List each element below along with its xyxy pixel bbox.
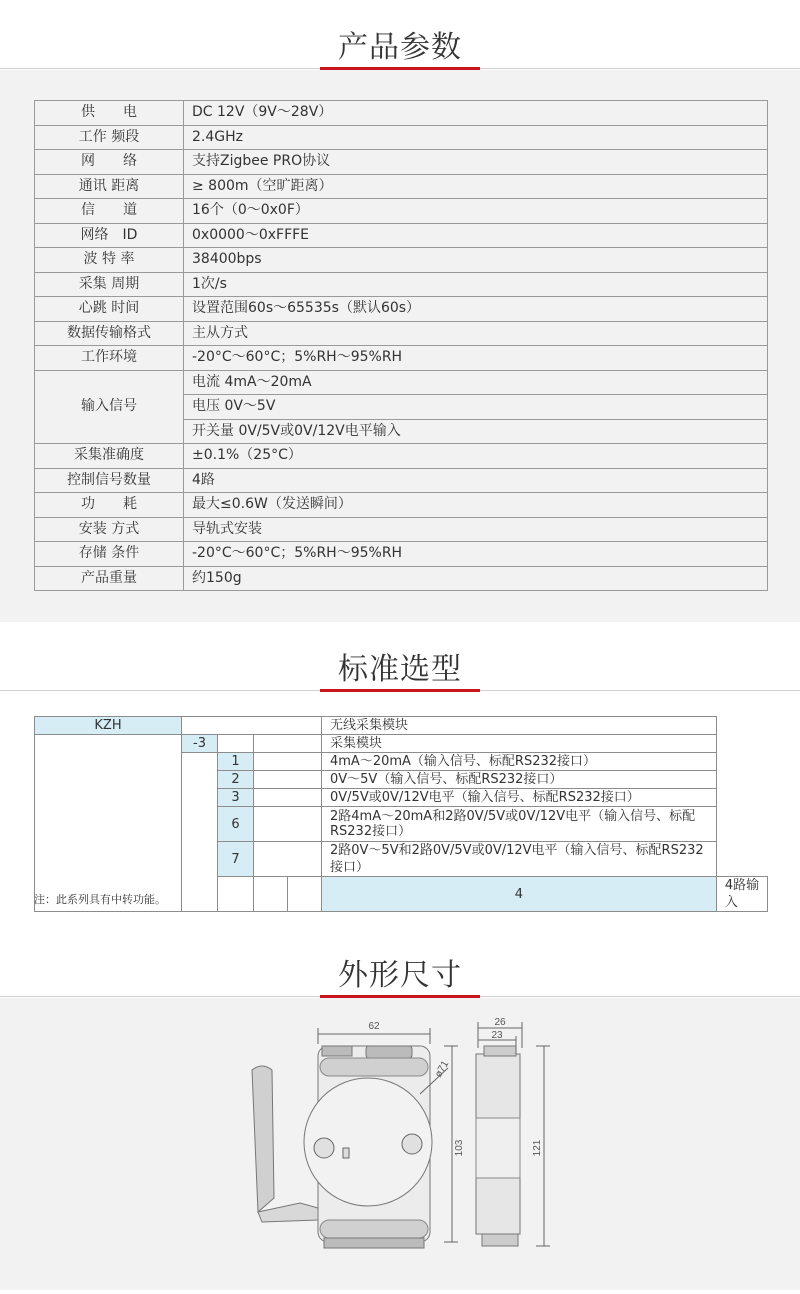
param-row	[35, 346, 768, 371]
selection-row	[35, 735, 768, 753]
option-code: 3	[218, 789, 254, 807]
params-header	[0, 0, 800, 70]
empty-cell	[218, 735, 254, 753]
empty-cell	[254, 842, 322, 877]
empty-cell	[288, 877, 322, 912]
param-value: 2.4GHz	[184, 125, 768, 150]
param-value: 导轨式安装	[184, 517, 768, 542]
param-value: 电压 0V～5V	[184, 395, 768, 420]
antenna-icon	[252, 1066, 274, 1212]
selection-table	[34, 716, 768, 912]
depth-inner-label: 23	[491, 1030, 503, 1041]
param-row	[35, 101, 768, 126]
option-desc: 0V～5V（输入信号、标配RS232接口）	[322, 771, 717, 789]
param-key: 通讯 距离	[35, 174, 184, 199]
selection-row	[35, 717, 768, 735]
param-value: 开关量 0V/5V或0V/12V电平输入	[184, 419, 768, 444]
dimensions-header	[0, 928, 800, 998]
option-code: 6	[218, 807, 254, 842]
param-row	[35, 493, 768, 518]
param-key: 安装 方式	[35, 517, 184, 542]
dimension-drawing	[0, 998, 800, 1290]
empty-cell	[254, 735, 322, 753]
param-value: 支持Zigbee PRO协议	[184, 150, 768, 175]
param-key: 采集 周期	[35, 272, 184, 297]
param-value: ≥ 800m（空旷距离）	[184, 174, 768, 199]
param-row	[35, 444, 768, 469]
param-key: 网络 ID	[35, 223, 184, 248]
empty-cell	[254, 877, 288, 912]
param-key: 存储 条件	[35, 542, 184, 567]
option-desc: 0V/5V或0V/12V电平（输入信号、标配RS232接口）	[322, 789, 717, 807]
total-height-label: 121	[532, 1139, 543, 1157]
option-desc: 4mA～20mA（输入信号、标配RS232接口）	[322, 753, 717, 771]
param-row	[35, 297, 768, 322]
param-key: 心跳 时间	[35, 297, 184, 322]
param-value: 1次/s	[184, 272, 768, 297]
height-label: 103	[454, 1139, 465, 1157]
option-code: 7	[218, 842, 254, 877]
empty-cell	[218, 877, 254, 912]
param-row	[35, 468, 768, 493]
empty-cell	[182, 717, 322, 735]
param-value: 最大≤0.6W（发送瞬间）	[184, 493, 768, 518]
param-row	[35, 248, 768, 273]
param-key: 功 耗	[35, 493, 184, 518]
param-key: 工作环境	[35, 346, 184, 371]
option-desc: 2路0V～5V和2路0V/5V或0V/12V电平（输入信号、标配RS232接口）	[322, 842, 717, 877]
empty-cell	[182, 753, 218, 912]
param-key: 数据传输格式	[35, 321, 184, 346]
param-value: ±0.1%（25°C）	[184, 444, 768, 469]
antenna-base-icon	[258, 1203, 318, 1222]
param-value: 电流 4mA～20mA	[184, 370, 768, 395]
param-value: 约150g	[184, 566, 768, 591]
selection-header	[0, 622, 800, 692]
diameter-label: ø71	[433, 1059, 452, 1080]
param-value: -20°C～60°C；5%RH～95%RH	[184, 542, 768, 567]
param-row	[35, 542, 768, 567]
param-key: 输入信号	[35, 370, 184, 444]
param-key: 供 电	[35, 101, 184, 126]
selection-note: 注：此系列具有中转功能。	[34, 893, 166, 906]
sub-desc: 采集模块	[322, 735, 717, 753]
param-value: 38400bps	[184, 248, 768, 273]
param-key: 采集准确度	[35, 444, 184, 469]
params-panel	[0, 70, 800, 622]
param-row	[35, 223, 768, 248]
selection-title: 标准选型	[338, 652, 462, 687]
channel-code: 4	[322, 877, 717, 912]
param-key: 波 特 率	[35, 248, 184, 273]
channel-desc: 4路输入	[716, 877, 767, 912]
param-key: 工作 频段	[35, 125, 184, 150]
param-value: 设置范围60s～65535s（默认60s）	[184, 297, 768, 322]
option-code: 1	[218, 753, 254, 771]
param-row	[35, 321, 768, 346]
empty-cell	[35, 735, 182, 912]
empty-cell	[254, 753, 322, 771]
empty-cell	[254, 807, 322, 842]
param-row	[35, 272, 768, 297]
model-code: KZH	[35, 717, 182, 735]
param-row	[35, 125, 768, 150]
param-value: 4路	[184, 468, 768, 493]
empty-cell	[254, 771, 322, 789]
param-value: 0x0000～0xFFFE	[184, 223, 768, 248]
option-desc: 2路4mA～20mA和2路0V/5V或0V/12V电平（输入信号、标配RS232接口）	[322, 807, 717, 842]
param-key: 产品重量	[35, 566, 184, 591]
params-table	[34, 100, 768, 591]
param-row	[35, 566, 768, 591]
sub-code: -3	[182, 735, 218, 753]
param-row	[35, 174, 768, 199]
params-title: 产品参数	[338, 30, 462, 65]
empty-cell	[254, 789, 322, 807]
selection-panel	[0, 692, 800, 924]
dimensions-title: 外形尺寸	[338, 958, 462, 993]
param-row	[35, 199, 768, 224]
param-key: 信 道	[35, 199, 184, 224]
model-desc: 无线采集模块	[322, 717, 717, 735]
width-label: 62	[368, 1021, 380, 1032]
param-key: 网 络	[35, 150, 184, 175]
dimensions-panel	[0, 998, 800, 1290]
param-value: 16个（0～0x0F）	[184, 199, 768, 224]
param-value: 主从方式	[184, 321, 768, 346]
param-row	[35, 370, 768, 395]
param-value: DC 12V（9V～28V）	[184, 101, 768, 126]
option-code: 2	[218, 771, 254, 789]
param-row	[35, 517, 768, 542]
depth-outer-label: 26	[494, 1017, 506, 1028]
param-key: 控制信号数量	[35, 468, 184, 493]
param-value: -20°C～60°C；5%RH～95%RH	[184, 346, 768, 371]
param-row	[35, 150, 768, 175]
